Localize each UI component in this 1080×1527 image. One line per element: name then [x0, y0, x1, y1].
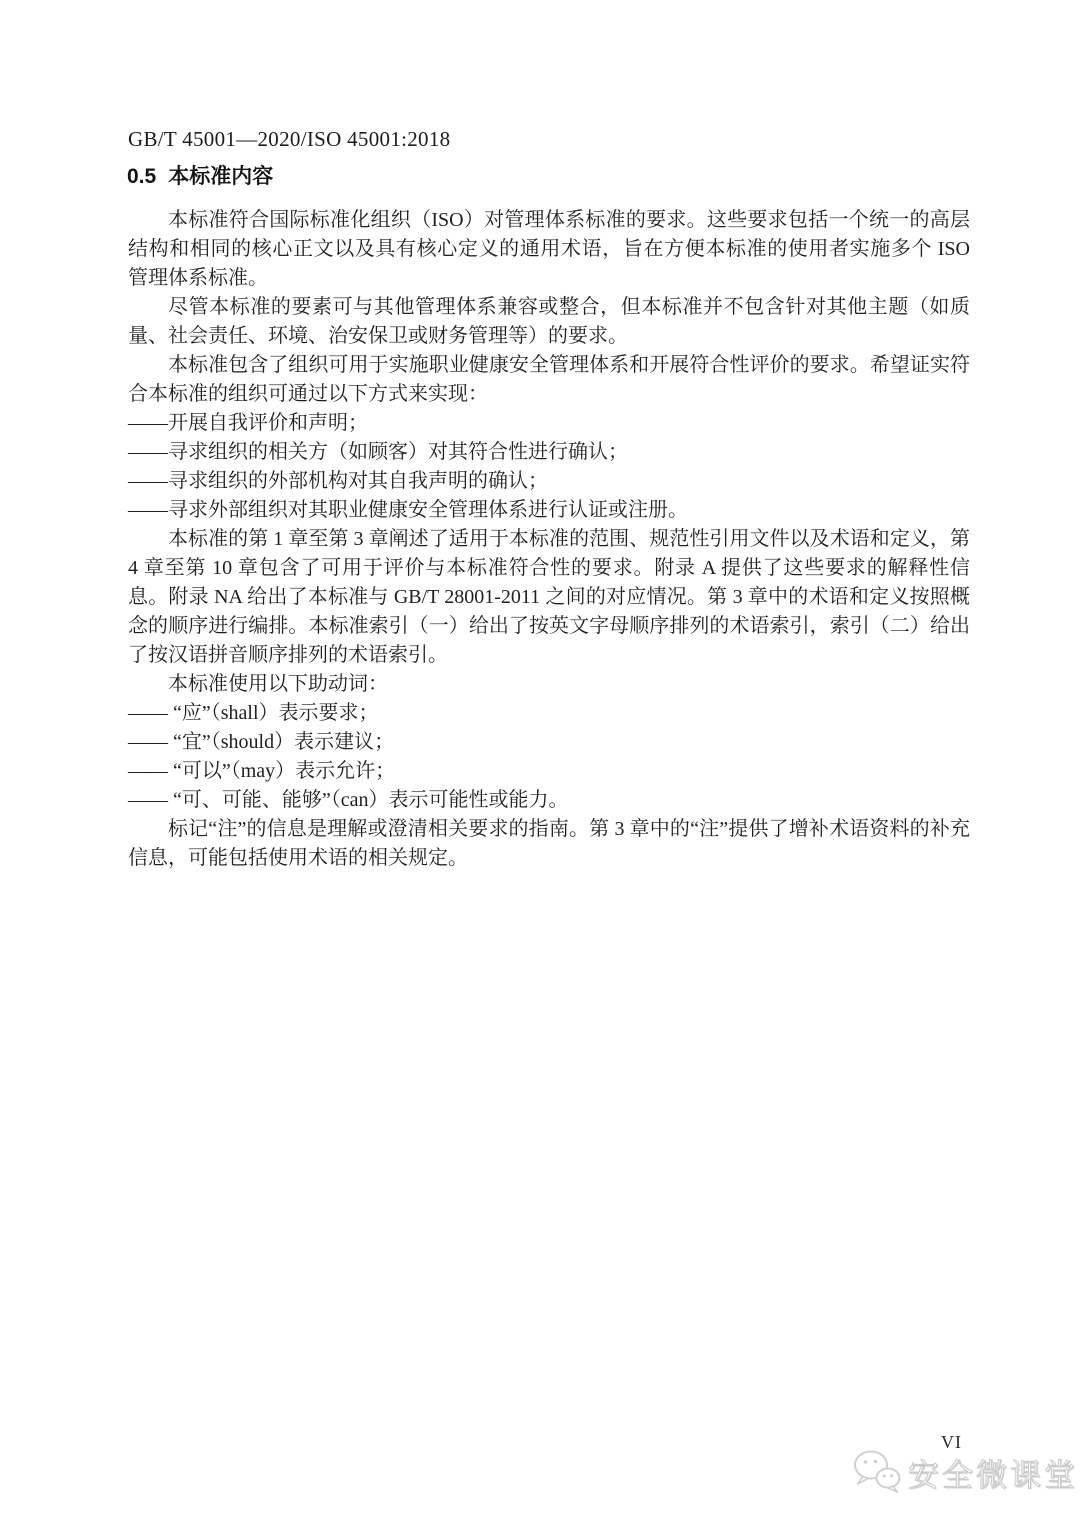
list-item-may: —— “可以”（may）表示允许；: [128, 760, 396, 782]
watermark: [852, 1449, 1078, 1495]
list-item-external-body: ——寻求组织的外部机构对其自我声明的确认；: [128, 470, 548, 492]
list-item-shall: —— “应”（shall）表示要求；: [128, 702, 379, 724]
paragraph-chapters: 本标准的第 1 章至第 3 章阐述了适用于本标准的范围、规范性引用文件以及术语和定义，第 4 章至第 10 章包含了可用于评价与本标准符合性的要求。附录 A 提供了这些要求的解释性信息。附录 NA 给出了本标准与 GB/T 28001-2011 之间的对应情况。第 3 章中的术语和定义按照概念的顺序进行编排。本标准索引（一）给出了按英文字母顺序排列的术语索引，索引（二）给出了按汉语拼音顺序排列的术语索引。: [128, 528, 970, 666]
section-heading: [127, 160, 273, 190]
paragraph-intro-iso: 本标准符合国际标准化组织（ISO）对管理体系标准的要求。这些要求包括一个统一的高层结构和相同的核心正文以及具有核心定义的通用术语，旨在方便本标准的使用者实施多个 ISO 管理体系标准。: [128, 209, 970, 289]
page-number: VI: [941, 1432, 962, 1452]
paragraph-notes: 标记“注”的信息是理解或澄清相关要求的指南。第 3 章中的“注”提供了增补术语资料的补充信息，可能包括使用术语的相关规定。: [128, 818, 970, 869]
section-title: 本标准内容: [168, 165, 274, 188]
list-item-self-evaluation: ——开展自我评价和声明；: [128, 412, 368, 434]
list-item-interested-party: ——寻求组织的相关方（如顾客）对其符合性进行确认；: [128, 441, 628, 463]
paragraph-compatibility: 尽管本标准的要素可与其他管理体系兼容或整合，但本标准并不包含针对其他主题（如质量、社会责任、环境、治安保卫或财务管理等）的要求。: [128, 296, 970, 347]
document-body: [128, 206, 970, 873]
document-code: GB/T 45001—2020/ISO 45001:2018: [128, 127, 451, 151]
list-item-should: —— “宜”（should）表示建议；: [128, 731, 395, 753]
section-number: 0.5: [127, 165, 157, 188]
wechat-icon: [852, 1449, 902, 1495]
list-item-can: —— “可、可能、能够”（can）表示可能性或能力。: [128, 789, 569, 811]
paragraph-verbal-forms-lead: 本标准使用以下助动词：: [168, 673, 388, 695]
watermark-text: 安全微课堂: [908, 1457, 1078, 1493]
paragraph-conformity-lead: 本标准包含了组织可用于实施职业健康安全管理体系和开展符合性评价的要求。希望证实符合本标准的组织可通过以下方式来实现：: [128, 354, 970, 405]
list-item-certification: ——寻求外部组织对其职业健康安全管理体系进行认证或注册。: [128, 499, 688, 521]
